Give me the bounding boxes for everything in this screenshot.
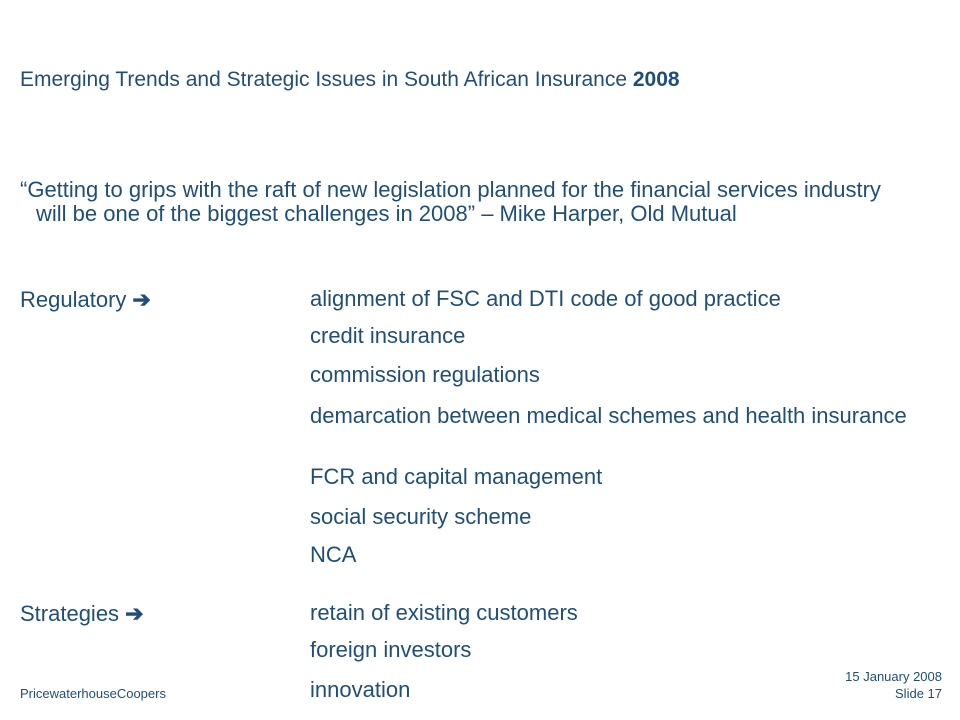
footer-slide-number: Slide 17 <box>895 686 942 701</box>
regulatory-item: FCR and capital management <box>310 464 603 489</box>
footer-date: 15 January 2008 <box>845 669 942 684</box>
footer-company: PricewaterhouseCoopers <box>20 686 166 701</box>
quote-text: “Getting to grips with the raft of new legislation planned for the financial services industry will be one of the biggest challenges in 2008” – Mike Harper, Old Mutual <box>20 177 881 226</box>
strategies-label <box>20 601 144 627</box>
regulatory-item: commission regulations <box>310 362 540 387</box>
regulatory-item: social security scheme <box>310 504 532 529</box>
regulatory-item: demarcation between medical schemes and health insurance <box>310 403 907 428</box>
regulatory-item: NCA <box>310 542 357 567</box>
strategies-item: foreign investors <box>310 637 472 662</box>
regulatory-item: credit insurance <box>310 323 466 348</box>
regulatory-label-text: Regulatory <box>20 287 127 312</box>
right-arrow-icon: ➔ <box>125 601 144 626</box>
strategies-item: innovation <box>310 677 411 702</box>
slide-title <box>20 68 680 92</box>
strategies-item: retain of existing customers <box>310 600 578 625</box>
right-arrow-icon: ➔ <box>132 287 151 312</box>
regulatory-item: alignment of FSC and DTI code of good practice <box>310 286 781 311</box>
strategies-label-text: Strategies <box>20 601 120 626</box>
regulatory-label <box>20 287 151 313</box>
slide-title-year: 2008 <box>632 68 680 91</box>
footer-meta <box>845 668 942 702</box>
slide-title-main: Emerging Trends and Strategic Issues in South African Insurance <box>20 68 633 91</box>
